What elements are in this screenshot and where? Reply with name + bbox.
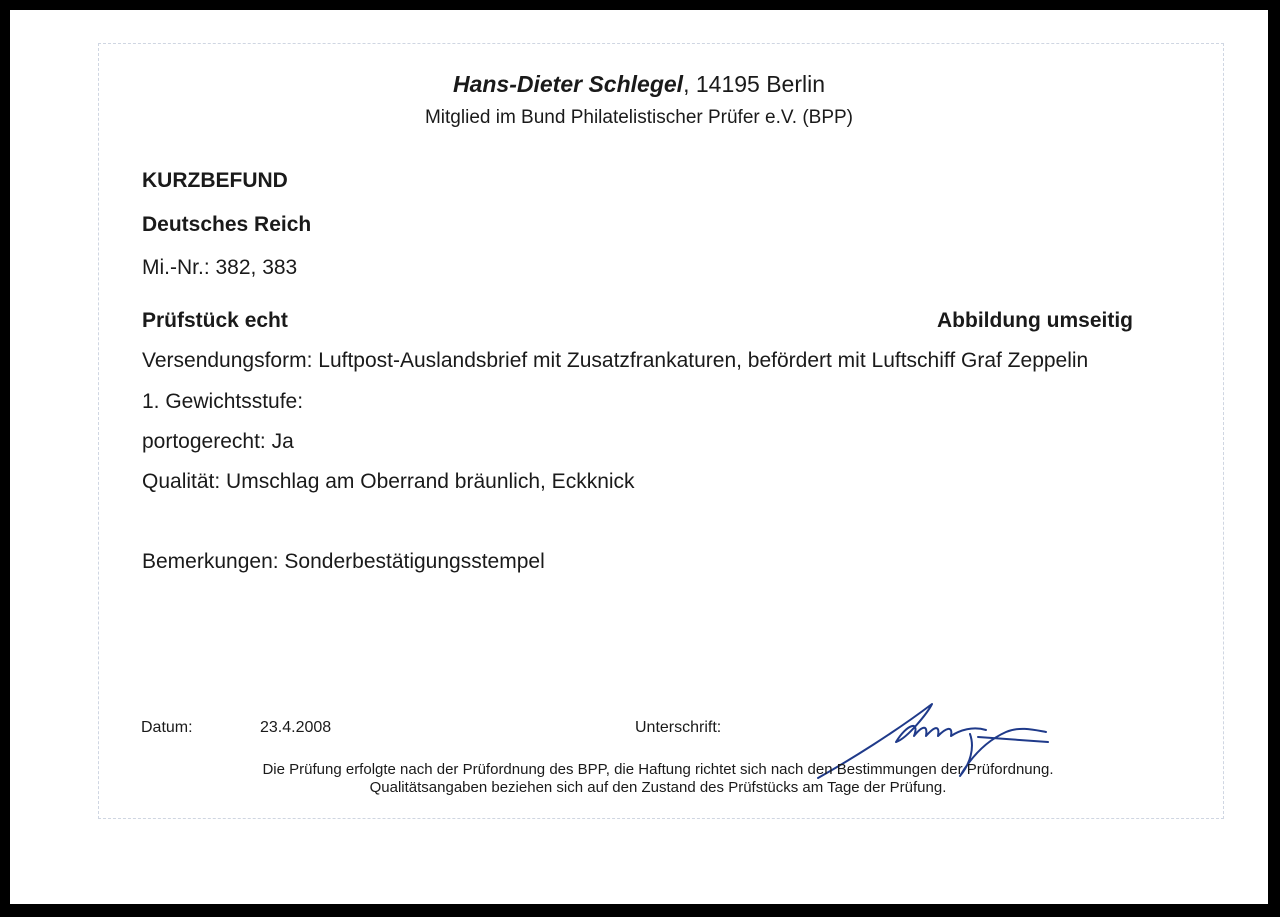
shipping-form: Versendungsform: Luftpost-Auslandsbrief mit Zusatzfrankaturen, befördert mit Luftschiff Graf Zeppelin [142,349,1089,372]
verdict: Prüfstück echt [142,309,288,332]
examiner-header [10,71,1268,98]
illustration-note: Abbildung umseitig [937,309,1133,332]
collecting-area: Deutsches Reich [142,213,312,236]
postage-check: portogerecht: Ja [142,430,294,453]
certificate-sheet [10,10,1268,904]
date-label: Datum: [141,719,193,736]
examiner-membership: Mitglied im Bund Philatelistischer Prüfer e.V. (BPP) [424,107,854,128]
signature-label: Unterschrift: [635,719,722,736]
examiner-location: , 14195 Berlin [683,71,826,97]
examiner-name: Hans-Dieter Schlegel [452,71,684,97]
footer-line-2: Qualitätsangaben beziehen sich auf den Zustand des Prüfstücks am Tage der Prüfung. [369,779,947,796]
document-type: KURZBEFUND [142,169,288,192]
weight-class: 1. Gewichtsstufe: [142,390,304,413]
remarks: Bemerkungen: Sonderbestätigungsstempel [142,550,545,573]
footer-line-1: Die Prüfung erfolgte nach der Prüfordnung des BPP, die Haftung richtet sich nach den Bestimmungen der Prüfordnung. [262,761,1054,778]
date-value: 23.4.2008 [260,719,332,736]
catalog-numbers: Mi.-Nr.: 382, 383 [142,256,298,279]
quality-note: Qualität: Umschlag am Oberrand bräunlich, Eckknick [142,470,635,493]
